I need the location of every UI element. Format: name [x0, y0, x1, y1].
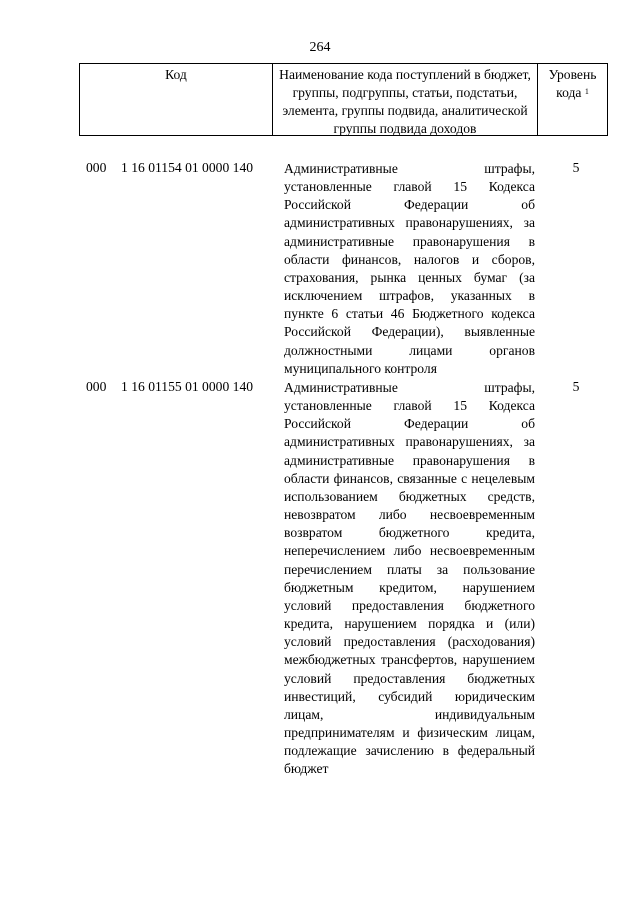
header-code: Код — [80, 64, 273, 135]
admin-code: 000 — [86, 160, 107, 175]
page-number: 264 — [309, 40, 331, 55]
level-value: 5 — [572, 379, 580, 394]
header-level-label: Уровень — [548, 67, 597, 82]
header-level-label-2: кода — [556, 85, 582, 100]
admin-code: 000 — [86, 379, 107, 394]
revenue-name: Административные штрафы, установленные главой 15 Кодекса Российской Федерации об административных правонарушениях, за административные правонарушения в области финансов, связанные с нецелевым использованием бюджетных средств, невозвратом либо несвоевременным возвратом бюджетного кредита, неперечислением либо несвоевременным перечислением платы за пользование бюджетным кредитом, нарушением условий предоставления бюджетного кредита, нарушением порядка и (или) условий предоставления (расходования) межбюджетных трансфертов, нарушением условий предоставления бюджетных инвестиций, субсидий юридическим лицам, индивидуальным предпринимателям и физическим лицам, подлежащие зачислению в федеральный бюджет — [284, 380, 535, 777]
header-level — [538, 64, 607, 135]
table-header — [79, 63, 608, 136]
revenue-code: 1 16 01155 01 0000 140 — [121, 379, 254, 394]
revenue-name: Административные штрафы, установленные главой 15 Кодекса Российской Федерации об административных правонарушениях, за административные правонарушения в области финансов, налогов и сборов, страхования, рынка ценных бумаг (за исключением штрафов, указанных в пункте 6 статьи 46 Бюджетного кодекса Российской Федерации), выявленные должностными лицами органов муниципального контроля — [284, 161, 535, 376]
revenue-code: 1 16 01154 01 0000 140 — [121, 160, 254, 175]
header-name: Наименование кода поступлений в бюджет, группы, подгруппы, статьи, подстатьи, элемента, группы подвида, аналитической группы подвида доходов — [273, 64, 538, 135]
level-value: 5 — [572, 160, 580, 175]
footnote-marker: 1 — [584, 87, 589, 96]
